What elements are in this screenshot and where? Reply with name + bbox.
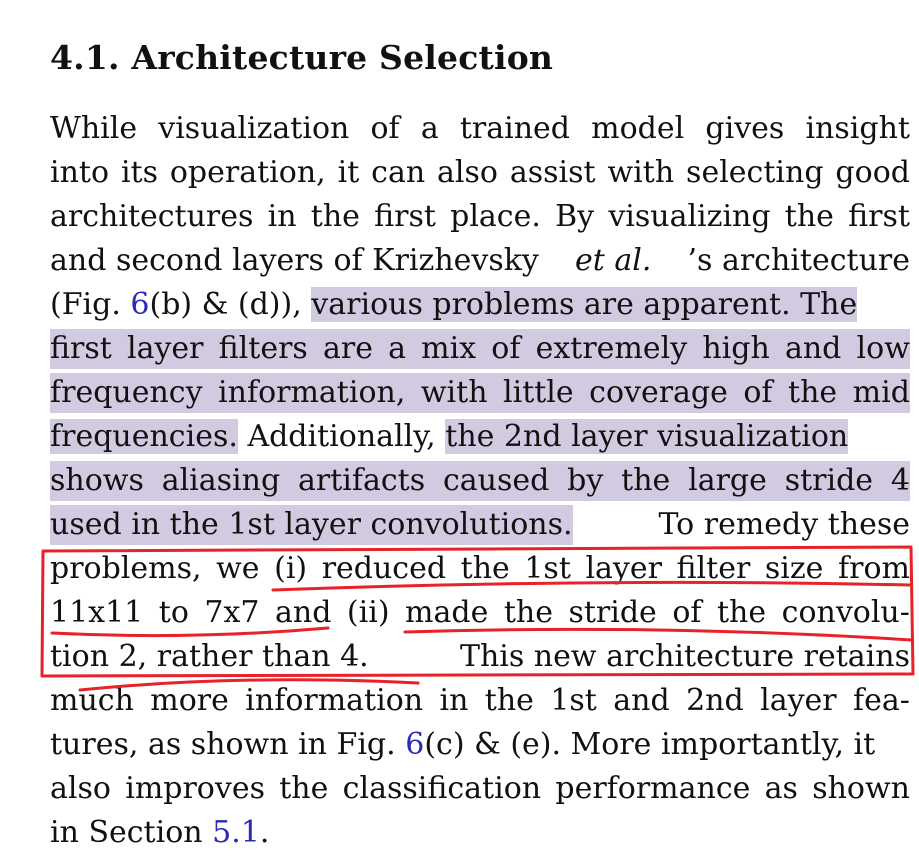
text-run: . bbox=[259, 815, 270, 850]
word: size bbox=[764, 551, 824, 586]
word: frequency bbox=[50, 375, 203, 410]
text-run: (b) & (d)), bbox=[149, 287, 302, 322]
section-heading bbox=[50, 38, 553, 77]
word: layer bbox=[760, 683, 837, 718]
text-run: This new architecture retains bbox=[459, 639, 910, 674]
word: 4 bbox=[890, 463, 910, 498]
word: 1st bbox=[524, 551, 571, 586]
text-line-6 bbox=[50, 329, 910, 369]
word: a bbox=[388, 331, 406, 366]
word: performance bbox=[555, 771, 751, 806]
text-line-5 bbox=[50, 285, 910, 325]
word: low bbox=[856, 331, 910, 366]
text-run: in Section bbox=[50, 815, 203, 850]
text-run: tion 2, rather than 4. bbox=[50, 639, 369, 674]
word: layer bbox=[126, 331, 204, 366]
word: more bbox=[150, 683, 229, 718]
word: the bbox=[784, 199, 834, 234]
word: classification bbox=[342, 771, 542, 806]
word: problems, bbox=[50, 551, 202, 586]
word: coverage bbox=[589, 375, 728, 410]
highlighted-text: the 2nd layer visualization bbox=[445, 419, 849, 454]
word: a bbox=[420, 111, 439, 146]
word: little bbox=[503, 375, 574, 410]
word: first bbox=[50, 331, 112, 366]
word: operation, bbox=[169, 155, 326, 190]
word: 2nd bbox=[686, 683, 744, 718]
word: reduced bbox=[321, 551, 447, 586]
text-run: (c) & (e). More importantly, it bbox=[424, 727, 876, 762]
text-run-italic: et al. bbox=[575, 243, 652, 278]
word: the bbox=[788, 375, 838, 410]
word: the bbox=[310, 199, 360, 234]
word: can bbox=[371, 155, 426, 190]
text-run: and second layers of Krizhevsky bbox=[50, 243, 539, 278]
word: trained bbox=[459, 111, 571, 146]
word: are bbox=[322, 331, 373, 366]
section-link[interactable]: 5.1 bbox=[212, 815, 260, 850]
word: mid bbox=[852, 375, 910, 410]
word: architectures bbox=[50, 199, 254, 234]
word: and bbox=[784, 331, 842, 366]
text-line-2 bbox=[50, 153, 910, 193]
text-line-7 bbox=[50, 373, 910, 413]
text-line-13 bbox=[50, 637, 910, 677]
word: shows bbox=[50, 463, 144, 498]
section-title: Architecture Selection bbox=[131, 38, 554, 77]
word: extremely bbox=[535, 331, 688, 366]
word: with bbox=[420, 375, 488, 410]
word: assist bbox=[509, 155, 596, 190]
word: it bbox=[337, 155, 360, 190]
word: convolu- bbox=[781, 595, 910, 630]
word: 1st bbox=[550, 683, 597, 718]
word: first bbox=[848, 199, 910, 234]
figure-link[interactable]: 6 bbox=[130, 287, 150, 322]
text-line-17 bbox=[50, 813, 910, 853]
text-line-9 bbox=[50, 461, 910, 501]
text-line-14 bbox=[50, 681, 910, 721]
word: 11x11 bbox=[50, 595, 144, 630]
word: the bbox=[279, 771, 329, 806]
word: improves bbox=[125, 771, 265, 806]
word: much bbox=[50, 683, 134, 718]
text-run: tures, as shown in Fig. bbox=[50, 727, 396, 762]
word: mix bbox=[421, 331, 477, 366]
text-run: (Fig. bbox=[50, 287, 121, 322]
word: the bbox=[621, 463, 671, 498]
word: (i) bbox=[274, 551, 308, 586]
text-line-3 bbox=[50, 197, 910, 237]
word: we bbox=[216, 551, 260, 586]
word: aliasing bbox=[161, 463, 281, 498]
word: as bbox=[764, 771, 798, 806]
word: by bbox=[567, 463, 604, 498]
word: of bbox=[370, 111, 400, 146]
word: of bbox=[743, 375, 773, 410]
word: gives bbox=[705, 111, 785, 146]
word: also bbox=[437, 155, 498, 190]
word: with bbox=[607, 155, 675, 190]
text-line-16 bbox=[50, 769, 910, 809]
word: While bbox=[50, 111, 138, 146]
word: the bbox=[484, 683, 534, 718]
highlighted-text: frequencies. bbox=[50, 419, 238, 454]
word: from bbox=[838, 551, 910, 586]
word: visualization bbox=[158, 111, 350, 146]
highlighted-text: various problems are apparent. The bbox=[311, 287, 858, 322]
word: of bbox=[491, 331, 521, 366]
word: also bbox=[50, 771, 111, 806]
word: fea- bbox=[853, 683, 910, 718]
word: in bbox=[267, 199, 297, 234]
word: in bbox=[439, 683, 469, 718]
word: information, bbox=[218, 375, 406, 410]
text-line-15 bbox=[50, 725, 910, 765]
word: model bbox=[591, 111, 685, 146]
word: place. bbox=[450, 199, 541, 234]
word: first bbox=[374, 199, 436, 234]
highlighted-text: used in the 1st layer convolutions. bbox=[50, 505, 573, 545]
word: (ii) bbox=[346, 595, 390, 630]
section-number: 4.1. bbox=[50, 38, 120, 77]
word: the bbox=[503, 595, 553, 630]
word: artifacts bbox=[298, 463, 426, 498]
word: high bbox=[702, 331, 770, 366]
word: filters bbox=[218, 331, 308, 366]
word: filter bbox=[676, 551, 751, 586]
text-line-8 bbox=[50, 417, 910, 457]
text-run: ’s architecture bbox=[687, 243, 910, 278]
word: By bbox=[555, 199, 595, 234]
word: layer bbox=[585, 551, 662, 586]
word: stride bbox=[784, 463, 874, 498]
word: and bbox=[613, 683, 670, 718]
text-run: Additionally, bbox=[247, 419, 436, 454]
text-run: To remedy these bbox=[658, 507, 910, 542]
word: its bbox=[120, 155, 158, 190]
word: to bbox=[158, 595, 189, 630]
text-line-4 bbox=[50, 241, 910, 281]
word: visualizing bbox=[608, 199, 771, 234]
word: caused bbox=[442, 463, 550, 498]
word: the bbox=[460, 551, 510, 586]
word: large bbox=[688, 463, 767, 498]
text-line-10 bbox=[50, 505, 910, 545]
word: made bbox=[405, 595, 489, 630]
text-line-11 bbox=[50, 549, 910, 589]
text-line-1 bbox=[50, 109, 910, 149]
word: information bbox=[245, 683, 424, 718]
figure-link[interactable]: 6 bbox=[405, 727, 425, 762]
word: selecting bbox=[686, 155, 824, 190]
word: good bbox=[835, 155, 910, 190]
text-line-12 bbox=[50, 593, 910, 633]
word: into bbox=[50, 155, 110, 190]
word: 7x7 bbox=[204, 595, 260, 630]
word: of bbox=[672, 595, 702, 630]
word: insight bbox=[805, 111, 910, 146]
word: the bbox=[717, 595, 767, 630]
word: stride bbox=[568, 595, 657, 630]
word: and bbox=[275, 595, 332, 630]
word: shown bbox=[812, 771, 910, 806]
